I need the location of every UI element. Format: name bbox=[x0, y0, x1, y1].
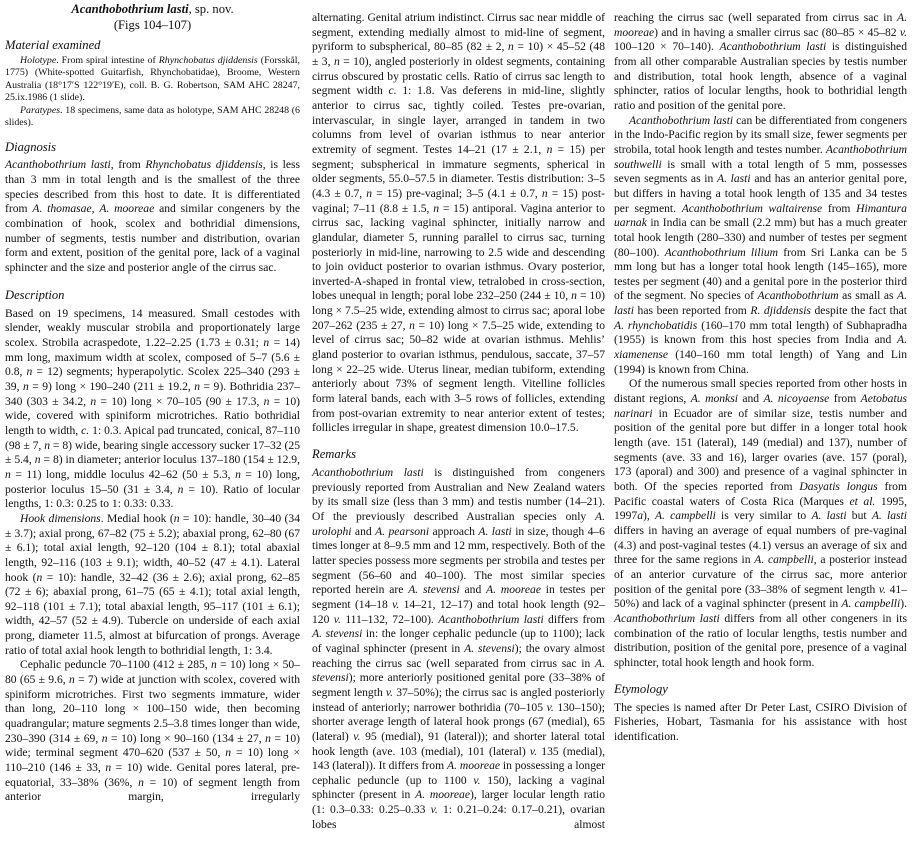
italic-term: A. lasti bbox=[478, 524, 512, 538]
italic-term: a bbox=[637, 509, 643, 523]
italic-term: R. djiddensis bbox=[750, 304, 811, 318]
italic-term: A. mooreae bbox=[99, 202, 155, 216]
holotype-paragraph: Holotype. From spiral intestine of Rhynchobatus djiddensis (Forsskål, 1775) (White-spotted Guitarfish, Rhynchobatidae), Broome, Western Australia (18°17′S 122°19′E), coll. B. G. Robertson, SAM AHC 28247, 25.ix.1986 (1 slide). bbox=[5, 55, 300, 104]
italic-symbol: n bbox=[235, 467, 241, 481]
italic-term: A. xiamenense bbox=[614, 333, 907, 362]
italic-term: A. stevensi bbox=[408, 583, 460, 597]
species-title bbox=[5, 1, 300, 17]
species-name: Acanthobothrium lasti bbox=[71, 2, 189, 16]
italic-term: A. monksi bbox=[690, 392, 738, 406]
italic-symbol: n bbox=[22, 379, 29, 393]
italic-symbol: n bbox=[433, 201, 440, 215]
italic-symbol: n bbox=[333, 54, 340, 68]
italic-term: A. lasti bbox=[614, 289, 907, 318]
italic-symbol: n bbox=[26, 365, 33, 379]
italic-term: Acanthobothrium southwelli bbox=[614, 142, 907, 171]
italic-term: Rhynchobatus djiddensis bbox=[145, 158, 263, 172]
italic-symbol: n bbox=[69, 673, 75, 687]
italic-term: A. mooreae bbox=[486, 583, 541, 597]
column-3 bbox=[614, 0, 907, 745]
italic-term: Acanthobothrium lasti bbox=[312, 466, 424, 480]
italic-symbol: n bbox=[90, 394, 97, 408]
italic-symbol: n bbox=[173, 511, 180, 525]
italic-term: et al. bbox=[849, 494, 876, 508]
column-2 bbox=[312, 0, 605, 832]
italic-term: A. pearsoni bbox=[375, 524, 430, 538]
italic-symbol: n bbox=[225, 746, 232, 760]
heading-remarks: Remarks bbox=[312, 447, 357, 462]
italic-symbol: n bbox=[571, 289, 577, 303]
italic-term: A. lasti bbox=[811, 509, 847, 523]
italic-term: Hook dimensions bbox=[20, 511, 101, 525]
diagnosis-paragraph: Acanthobothrium lasti, from Rhynchobatus djiddensis, is less than 3 mm in total length and is the smallest of the three species described from this host to date. It is differentiated from A. thomasae, A. mooreae and similar congeners by the combination of hook, scolex and bothridial dimensions, number of segments, testis number and distribution, ovarian form and extent, position of the genital pore, lack of a vaginal sphincter and the size and posterior angle of the cirrus sac. bbox=[5, 158, 301, 275]
italic-term: Rhynchobatus djiddensis bbox=[158, 55, 258, 66]
italic-term: A. lasti bbox=[716, 172, 751, 186]
figure-reference: (Figs 104–107) bbox=[113, 18, 192, 32]
italic-term: Acanthobothrium waltairense bbox=[681, 201, 823, 215]
italic-term: A. thomasae bbox=[32, 202, 92, 216]
italic-symbol: c. bbox=[81, 423, 90, 437]
italic-term: A. campbelli bbox=[841, 597, 901, 611]
italic-term: A. mooreae bbox=[415, 788, 470, 802]
heading-material-examined: Material examined bbox=[5, 38, 101, 52]
italic-term: A. stevensi bbox=[464, 641, 515, 655]
italic-term: A. mooreae bbox=[447, 759, 501, 773]
species-status: , sp. nov. bbox=[188, 2, 234, 16]
italic-symbol: n bbox=[541, 186, 548, 200]
italic-term: Acanthobothrium lilium bbox=[664, 245, 778, 259]
description-paragraph-3-continued: alternating. Genital atrium indistinct. Cirrus sac near middle of segment, extending medially almost to mid-line of segment, pyriform to subspherical, 80–85 (82 ± 2, n = 10) × 45–52 (48 ± 3, n = 10), angled posteriorly in oldest segments, containing cirrus obscured by prostatic cells. Ratio of cirrus sac length to segment width c. 1: 1.8. Vas deferens in mid-line, slightly anterior to cirrus sac, tightly coiled. Testes pre-ovarian, intervascular, in single layer, arranged in tandem in two columns from level of ovarian isthmus to near anterior extremity of segment. Testes 14–21 (17 ± 2.1, n = 15) per segment; subspherical in immature segments, spherical in older segments, 55.0–57.5 in diameter. Testis distribution: 3–5 (4.3 ± 0.7, n = 15) pre-vaginal; 3–5 (4.1 ± 0.7, n = 15) post-vaginal; 7–11 (8.8 ± 1.5, n = 15) antiporal. Vagina anterior to cirrus sac, lacking vaginal sphincter, initially narrow and glandular, diameter 5, running parallel to cirrus sac, turning posteriorly in mid-line, narrowing to 2.5 wide and descending to join oviduct posterior to ovarian isthmus. Ovary posterior, inverted-A-shaped in frontal view, tetralobed in cross-section, lobes unequal in length; poral lobe 232–250 (244 ± 10, n = 10) long × 7.5–25 wide, extending almost to cirrus sac; aporal lobe 207–262 (235 ± 27, n = 10) long × 7.5–25 wide, extending to level of cirrus sac; 50–82 wide at ovarian isthmus. Mehlis’ gland posterior to ovarian isthmus, pendulous, saccate, 37–57 long × 22–25 wide. Uterus linear, median tubiform, extending anteriorly about 73% of segment length. Vitelline follicles form lateral bands, each with 3–5 rows of follicles, extending from post-ovarian extremity to near anterior extent of testes; follicles irregular in shape, greatest dimension 10.0–17.5. bbox=[312, 11, 606, 435]
heading-description: Description bbox=[5, 287, 65, 302]
description-paragraph-3: Cephalic peduncle 70–1100 (412 ± 285, n = 10) long × 50–80 (65 ± 9.6, n = 7) wide at junction with scolex, covered with spiniform microtriches. First two segments immature, wider than long, 20–110 long × 100–150 wide, then becoming quadrangular; mature segments 2.5–3.8 times longer than wide, 230–390 (314 ± 69, n = 10) long × 90–160 (134 ± 27, n = 10) wide; terminal segment 470–620 (537 ± 50, n = 10) long × 110–210 (146 ± 33, n = 10) wide. Genital pores lateral, pre-equatorial, 33–38% (36%, n = 10) of segment length from anterior margin, irregularly bbox=[5, 658, 300, 804]
remarks-paragraph-3: Of the numerous small species reported from other hosts in distant regions, A. monksi and A. nicoyaense from Aetobatus narinari in Ecuador are of similar size, testis number and position of the genital pore but differ in a longer total hook length (ave. 151 (lateral), 149 (medial) and 137), number of segments (ave. 33 and 16), larger ovaries (ave. 157 (poral), 173 (aporal) and 300) and presence of a vaginal sphincter in both. Of the species reported from Dasyatis longus from Pacific coastal waters of Costa Rica (Marques et al. 1995, 1997a), A. campbelli is very similar to A. lasti but A. lasti differs in having an average of equal numbers of pre-vaginal (4.3) and post-vaginal testes (4.1) versus an average of six and three for the same regions in A. campbelli, a posterior instead of an anterior curvature of the cirrus sac, more anterior position of the genital pore (33–38% of segment length v. 41–50%) and lack of a vaginal sphincter (present in A. campbelli). Acanthobothrium lasti differs from all other congeners in its combination of the ratio of locular lengths, testis number and distribution, position of the genital pore, presence of a vaginal sphincter, total hook length and hook form. bbox=[614, 377, 908, 669]
italic-term: A. lasti bbox=[871, 509, 907, 523]
description-hook-dimensions: Hook dimensions. Medial hook (n = 10): handle, 30–40 (34 ± 3.7); axial prong, 67–82 (75 ± 5.2); abaxial prong, 62–80 (67 ± 6.1); total axial length, 92–120 (104 ± 8.1); total abaxial length, 92–116 (103 ± 9.1); width, 40–52 (47 ± 4.1). Lateral hook (n = 10): handle, 32–42 (36 ± 2.6); axial prong, 62–85 (72 ± 6); abaxial prong, 61–75 (65 ± 4.1); total axial length, 92–118 (101 ± 7.1); total abaxial length, 95–117 (101 ± 6.1); width, 42–57 (52 ± 4.9). Tubercle on underside of each axial prong, diameter 11.5, almost at bifurcation of prongs. Average ratio of total axial hook length to bothridial length, 1: 3.4. bbox=[5, 511, 301, 657]
italic-term: Aetobatus narinari bbox=[614, 392, 908, 420]
heading-etymology: Etymology bbox=[614, 681, 668, 696]
italic-term: A. mooreae bbox=[614, 11, 907, 39]
italic-symbol: n bbox=[265, 731, 271, 745]
heading-diagnosis: Diagnosis bbox=[5, 140, 57, 155]
italic-term: A. urolophi bbox=[312, 510, 605, 538]
italic-symbol: n bbox=[105, 761, 112, 775]
italic-term: A. rhynchobatidis bbox=[614, 318, 698, 332]
italic-symbol: v. bbox=[430, 803, 438, 817]
italic-symbol: n bbox=[409, 318, 415, 332]
italic-symbol: n bbox=[34, 453, 41, 467]
italic-term: Acanthobothrium lasti bbox=[614, 611, 720, 625]
italic-symbol: n bbox=[263, 394, 270, 408]
remarks-paragraph-1-continued: reaching the cirrus sac (well separated from cirrus sac in A. mooreae) and in having a smaller cirrus sac (80–85 × 45–82 v. 100–120 × 70–140). Acanthobothrium lasti is distinguished from all other comparable Australian species by testis number and distribution, total hook length, absence of a vaginal sphincter, ratios of locular lengths, hook to bothridial length ratio and position of the genital pore. bbox=[614, 11, 907, 112]
paratypes-paragraph: Paratypes. 18 specimens, same data as holotype, SAM AHC 28248 (6 slides). bbox=[5, 104, 300, 129]
italic-symbol: v. bbox=[529, 744, 538, 758]
italic-symbol: v. bbox=[878, 582, 887, 596]
italic-term: Himantura uarnak bbox=[614, 201, 907, 230]
italic-symbol: c. bbox=[388, 84, 397, 98]
etymology-paragraph: The species is named after Dr Peter Last, CSIRO Division of Fisheries, Hobart, Tasmania for his assistance with host identification. bbox=[614, 700, 907, 743]
italic-symbol: v. bbox=[392, 597, 400, 611]
italic-term: A. stevensi bbox=[312, 656, 605, 685]
italic-term: A. campbelli bbox=[654, 509, 716, 523]
italic-symbol: v. bbox=[385, 685, 394, 699]
italic-term: A. nicoyaense bbox=[763, 392, 830, 406]
italic-symbol: v. bbox=[899, 25, 907, 39]
italic-symbol: v. bbox=[333, 612, 341, 626]
italic-symbol: v. bbox=[473, 773, 481, 787]
italic-symbol: n bbox=[177, 482, 184, 496]
italic-term: A. stevensi bbox=[312, 627, 363, 641]
italic-symbol: n bbox=[508, 40, 514, 54]
italic-symbol: n bbox=[546, 142, 553, 156]
italic-symbol: n bbox=[194, 379, 201, 393]
description-paragraph-1: Based on 19 specimens, 14 measured. Small cestodes with slender, weakly muscular strobila and proportionately large scolex. Strobila acraspedote, 1.22–2.25 (1.73 ± 0.31; n = 14) mm long, maximum width at scolex, composed of 5–7 (5.6 ± 0.8, n = 12) segments; hyperapolytic. Scolex 225–340 (293 ± 39, n = 9) long × 190–240 (211 ± 19.2, n = 9). Bothridia 237–340 (303 ± 34.2, n = 10) long × 70–105 (90 ± 17.3, n = 10) wide, covered with spiniform microtriches. Ratio bothridial length to width, c. 1: 0.3. Apical pad truncated, conical, 87–110 (98 ± 7, n = 8) wide, bearing single accessory sucker 17–32 (25 ± 5.4, n = 8) in diameter; anterior loculus 137–180 (154 ± 12.9, n = 11) long, middle loculus 42–62 (50 ± 5.3, n = 10) long, posterior loculus 15–50 (31 ± 3.4, n = 10). Ratio of locular lengths, 1: 0.3: 0.25 to 1: 0.33: 0.33. bbox=[5, 306, 301, 511]
italic-term: Acanthobothrium lasti bbox=[719, 40, 827, 54]
italic-term: Acanthobothrium lasti bbox=[5, 158, 111, 172]
column-1 bbox=[5, 0, 300, 805]
italic-symbol: n bbox=[36, 570, 43, 584]
italic-term: Paratypes bbox=[20, 104, 61, 116]
italic-symbol: n bbox=[263, 336, 270, 349]
italic-term: A. campbelli bbox=[754, 553, 814, 567]
italic-symbol: v. bbox=[353, 729, 361, 743]
italic-symbol: n bbox=[44, 438, 51, 452]
italic-term: Acanthobothrium lasti bbox=[629, 113, 734, 127]
italic-term: Holotype bbox=[20, 55, 57, 66]
italic-term: Dasyatis longus bbox=[799, 480, 878, 493]
remarks-paragraph-1: Acanthobothrium lasti is distinguished from congeners previously reported from Australian and New Zealand waters by its small size (less than 3 mm) and testis number (14–21). Of the previously described Australian species only A. urolophi and A. pearsoni approach A. lasti in size, though 4–6 times longer at 8–9.5 mm and 12 mm, respectively. Both of the latter species possess more segments per strobila and testes per segment (56–60 and 40–100). The most similar species reported herein are A. stevensi and A. mooreae in testes per segment (14–18 v. 14–21, 12–17) and total hook length (92–120 v. 111–132, 72–100). Acanthobothrium lasti differs from A. stevensi in: the longer cephalic peduncle (up to 1100); lack of vaginal sphincter (present in A. stevensi); the ovary almost reaching the cirrus sac (well separated from cirrus sac in A. stevensi); more anteriorly positioned genital pore (33–38% of segment length v. 37–50%); the cirrus sac is angled posteriorly instead of anteriorly; narrower bothridia (70–105 v. 130–150); shorter average length of lateral hook prongs (67 (medial), 65 (lateral) v. 95 (medial), 91 (lateral)); and shorter lateral total hook length (ave. 103 (medial), 101 (lateral) v. 135 (medial), 143 (lateral)). It differs from A. mooreae in possessing a longer cephalic peduncle (up to 1100 v. 150), lacking a vaginal sphincter (present in A. mooreae), larger locular length ratio (1: 0.3–0.33: 0.25–0.33 v. 1: 0.21–0.24: 0.17–0.21), ovarian lobes almost bbox=[312, 466, 606, 831]
italic-symbol: n bbox=[138, 775, 144, 789]
italic-symbol: v. bbox=[546, 700, 554, 714]
italic-symbol: n bbox=[5, 467, 11, 481]
italic-term: Acanthobothrium lasti bbox=[438, 612, 544, 626]
italic-symbol: n bbox=[101, 731, 108, 745]
italic-symbol: n bbox=[211, 658, 217, 672]
italic-term: Acanthobothrium bbox=[757, 289, 839, 303]
italic-symbol: n bbox=[366, 186, 373, 200]
remarks-paragraph-2: Acanthobothrium lasti can be differentiated from congeners in the Indo-Pacific region by its small size, fewer segments per strobila, total hook length and testes number. Acanthobothrium southwelli is small with a total length of 5 mm, possesses seven segments as in A. lasti and has an anterior genital pore, but differs in having a total hook length of 135 and 34 testes per segment. Acanthobothrium waltairense from Himantura uarnak in India can be small (2.2 mm) but has a much greater total hook length (280–330) and number of testes per segment (80–100). Acanthobothrium lilium from Sri Lanka can be 5 mm long but has a longer total hook length (145–165), more testes per segment (40) and a genital pore in the posterior third of the segment. No species of Acanthobothrium as small as A. lasti has been reported from R. djiddensis despite the fact that A. rhynchobatidis (160–170 mm total length) of Subhapradha (1955) is known from this host species from India and A. xiamenense (140–160 mm total length) of Yang and Lin (1994) is known from China. bbox=[614, 113, 907, 376]
